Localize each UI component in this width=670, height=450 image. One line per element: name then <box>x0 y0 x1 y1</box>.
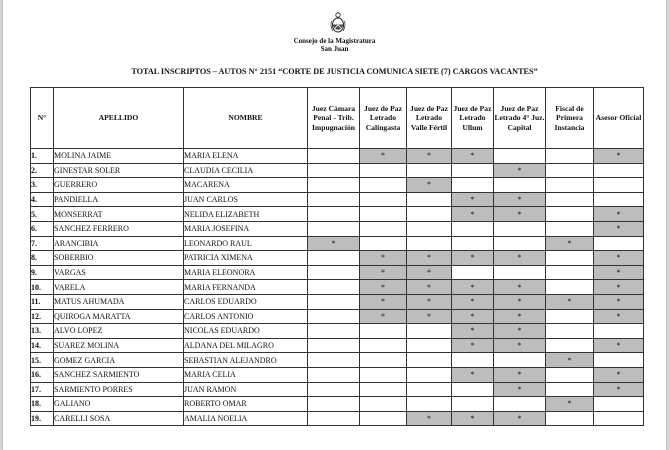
nombre-cell: LEONARDO RAUL <box>184 236 308 251</box>
registration-mark: * <box>494 338 546 353</box>
empty-cell <box>308 367 360 382</box>
apellido-cell: ARANCIBIA <box>54 236 184 251</box>
empty-cell <box>308 178 360 193</box>
row-number: 17. <box>31 382 54 397</box>
nombre-cell: NELIDA ELIZABETH <box>184 207 308 222</box>
apellido-cell: GALIANO <box>54 397 184 412</box>
registration-mark: * <box>594 338 644 353</box>
row-number: 10. <box>31 280 54 295</box>
apellido-cell: GOMEZ GARCIA <box>54 353 184 368</box>
empty-cell <box>308 338 360 353</box>
nombre-cell: CLAUDIA CECILIA <box>184 163 308 178</box>
registration-mark: * <box>407 149 452 164</box>
table-row <box>31 309 644 324</box>
table-body <box>31 149 644 426</box>
nombre-cell: PATRICIA XIMENA <box>184 251 308 266</box>
apellido-cell: SARMIENTO PORRES <box>54 382 184 397</box>
column-header-juez-camara-penal: Juez Cámara Penal - Trib. Impugnación <box>308 88 360 149</box>
empty-cell <box>494 397 546 412</box>
empty-cell <box>407 353 452 368</box>
empty-cell <box>360 338 407 353</box>
table-row <box>31 236 644 251</box>
document-page <box>3 0 666 450</box>
empty-cell <box>452 163 494 178</box>
empty-cell <box>594 324 644 339</box>
empty-cell <box>360 207 407 222</box>
empty-cell <box>308 221 360 236</box>
registration-mark: * <box>407 294 452 309</box>
empty-cell <box>308 382 360 397</box>
empty-cell <box>308 192 360 207</box>
empty-cell <box>360 163 407 178</box>
row-number: 4. <box>31 192 54 207</box>
empty-cell <box>546 251 594 266</box>
nombre-cell: MARIA JOSEFINA <box>184 221 308 236</box>
empty-cell <box>546 309 594 324</box>
table-row <box>31 280 644 295</box>
table-row <box>31 149 644 164</box>
empty-cell <box>546 207 594 222</box>
document-title: TOTAL INSCRIPTOS – AUTOS N° 2151 “CORTE DE JUSTICIA COMUNICA SIETE (7) CARGOS VACANTES” <box>131 67 538 76</box>
empty-cell <box>360 221 407 236</box>
registration-mark: * <box>494 411 546 426</box>
registration-mark: * <box>494 294 546 309</box>
nombre-cell: NICOLAS EDUARDO <box>184 324 308 339</box>
empty-cell <box>594 411 644 426</box>
table-row <box>31 178 644 193</box>
institution-location: San Juan <box>320 45 349 53</box>
empty-cell <box>452 236 494 251</box>
empty-cell <box>546 149 594 164</box>
empty-cell <box>546 338 594 353</box>
row-number: 8. <box>31 251 54 266</box>
row-number: 6. <box>31 221 54 236</box>
registrants-table <box>30 87 644 426</box>
empty-cell <box>546 324 594 339</box>
column-header-nombre: NOMBRE <box>184 88 308 149</box>
table-row <box>31 163 644 178</box>
apellido-cell: SANCHEZ FERRERO <box>54 221 184 236</box>
column-header-number: N° <box>31 88 54 149</box>
column-header-apellido: APELLIDO <box>54 88 184 149</box>
table-header-row <box>31 88 644 149</box>
nombre-cell: MARIA ELENA <box>184 149 308 164</box>
empty-cell <box>494 353 546 368</box>
apellido-cell: PANDIELLA <box>54 192 184 207</box>
registration-mark: * <box>452 411 494 426</box>
registration-mark: * <box>407 251 452 266</box>
nombre-cell: SEBASTIAN ALEJANDRO <box>184 353 308 368</box>
apellido-cell: GUERRERO <box>54 178 184 193</box>
nombre-cell: AMALIA NOELIA <box>184 411 308 426</box>
row-number: 15. <box>31 353 54 368</box>
empty-cell <box>546 367 594 382</box>
registration-mark: * <box>407 309 452 324</box>
registration-mark: * <box>594 309 644 324</box>
row-number: 7. <box>31 236 54 251</box>
table-row <box>31 382 644 397</box>
registration-mark: * <box>594 382 644 397</box>
apellido-cell: SOBERBIO <box>54 251 184 266</box>
empty-cell <box>452 397 494 412</box>
nombre-cell: MARIA FERNANDA <box>184 280 308 295</box>
empty-cell <box>308 280 360 295</box>
row-number: 19. <box>31 411 54 426</box>
apellido-cell: SUAREZ MOLINA <box>54 338 184 353</box>
registration-mark: * <box>360 309 407 324</box>
nombre-cell: MACARENA <box>184 178 308 193</box>
empty-cell <box>546 382 594 397</box>
registration-mark: * <box>360 251 407 266</box>
empty-cell <box>360 192 407 207</box>
empty-cell <box>594 397 644 412</box>
registration-mark: * <box>594 265 644 280</box>
empty-cell <box>360 324 407 339</box>
registration-mark: * <box>594 294 644 309</box>
registration-mark: * <box>360 265 407 280</box>
registration-mark: * <box>452 207 494 222</box>
registration-mark: * <box>452 280 494 295</box>
registration-mark: * <box>308 236 360 251</box>
apellido-cell: CARELLI SOSA <box>54 411 184 426</box>
empty-cell <box>360 397 407 412</box>
table-row <box>31 294 644 309</box>
row-number: 12. <box>31 309 54 324</box>
empty-cell <box>407 221 452 236</box>
nombre-cell: CARLOS EDUARDO <box>184 294 308 309</box>
empty-cell <box>308 411 360 426</box>
registration-mark: * <box>452 294 494 309</box>
registration-mark: * <box>594 207 644 222</box>
column-header-paz-calingasta: Juez de Paz Letrado Calingasta <box>360 88 407 149</box>
registration-mark: * <box>546 236 594 251</box>
apellido-cell: GINESTAR SOLER <box>54 163 184 178</box>
empty-cell <box>360 178 407 193</box>
registration-mark: * <box>494 382 546 397</box>
table-row <box>31 207 644 222</box>
row-number: 9. <box>31 265 54 280</box>
empty-cell <box>594 192 644 207</box>
registration-mark: * <box>452 251 494 266</box>
row-number: 13. <box>31 324 54 339</box>
empty-cell <box>407 338 452 353</box>
row-number: 18. <box>31 397 54 412</box>
empty-cell <box>452 221 494 236</box>
row-number: 2. <box>31 163 54 178</box>
column-header-fiscal: Fiscal de Primera Instancia <box>546 88 594 149</box>
empty-cell <box>494 236 546 251</box>
registration-mark: * <box>494 163 546 178</box>
registration-mark: * <box>494 367 546 382</box>
table-row <box>31 221 644 236</box>
registration-mark: * <box>360 294 407 309</box>
apellido-cell: VARELA <box>54 280 184 295</box>
registration-mark: * <box>407 280 452 295</box>
empty-cell <box>360 367 407 382</box>
nombre-cell: ALDANA DEL MILAGRO <box>184 338 308 353</box>
empty-cell <box>360 382 407 397</box>
registration-mark: * <box>452 367 494 382</box>
empty-cell <box>594 353 644 368</box>
registration-mark: * <box>594 251 644 266</box>
registration-mark: * <box>594 367 644 382</box>
apellido-cell: SANCHEZ SARMIENTO <box>54 367 184 382</box>
row-number: 11. <box>31 294 54 309</box>
nombre-cell: MARIA ELEONORA <box>184 265 308 280</box>
nombre-cell: JUAN CARLOS <box>184 192 308 207</box>
table-row <box>31 397 644 412</box>
apellido-cell: MOLINA JAIME <box>54 149 184 164</box>
empty-cell <box>546 265 594 280</box>
registration-mark: * <box>494 280 546 295</box>
empty-cell <box>407 397 452 412</box>
empty-cell <box>546 192 594 207</box>
empty-cell <box>407 382 452 397</box>
empty-cell <box>594 178 644 193</box>
empty-cell <box>407 163 452 178</box>
nombre-cell: ROBERTO OMAR <box>184 397 308 412</box>
row-number: 5. <box>31 207 54 222</box>
registration-mark: * <box>360 149 407 164</box>
registration-mark: * <box>407 411 452 426</box>
row-number: 3. <box>31 178 54 193</box>
table-row <box>31 192 644 207</box>
registration-mark: * <box>494 309 546 324</box>
registration-mark: * <box>407 178 452 193</box>
empty-cell <box>360 236 407 251</box>
registration-mark: * <box>494 192 546 207</box>
registration-mark: * <box>407 265 452 280</box>
apellido-cell: QUIROGA MARATTA <box>54 309 184 324</box>
empty-cell <box>594 163 644 178</box>
row-number: 16. <box>31 367 54 382</box>
empty-cell <box>546 411 594 426</box>
registration-mark: * <box>594 221 644 236</box>
empty-cell <box>452 178 494 193</box>
apellido-cell: MATUS AHUMADA <box>54 294 184 309</box>
row-number: 14. <box>31 338 54 353</box>
column-header-paz-capital: Juez de Paz Letrado 4° Juz. Capital <box>494 88 546 149</box>
table-row <box>31 338 644 353</box>
column-header-asesor: Asesor Oficial <box>594 88 644 149</box>
registration-mark: * <box>594 280 644 295</box>
empty-cell <box>308 265 360 280</box>
registration-mark: * <box>452 309 494 324</box>
nombre-cell: CARLOS ANTONIO <box>184 309 308 324</box>
empty-cell <box>452 265 494 280</box>
coat-of-arms-icon <box>330 12 346 34</box>
registration-mark: * <box>494 324 546 339</box>
empty-cell <box>308 207 360 222</box>
column-header-paz-valle-fertil: Juez de Paz Letrado Valle Fértil <box>407 88 452 149</box>
empty-cell <box>407 324 452 339</box>
empty-cell <box>360 353 407 368</box>
table-row <box>31 367 644 382</box>
empty-cell <box>308 251 360 266</box>
registration-mark: * <box>452 338 494 353</box>
empty-cell <box>308 163 360 178</box>
registration-mark: * <box>494 207 546 222</box>
table-row <box>31 411 644 426</box>
empty-cell <box>452 353 494 368</box>
table-row <box>31 324 644 339</box>
empty-cell <box>407 207 452 222</box>
apellido-cell: ALVO LOPEZ <box>54 324 184 339</box>
empty-cell <box>546 221 594 236</box>
empty-cell <box>407 236 452 251</box>
registration-mark: * <box>452 192 494 207</box>
institution-name: Consejo de la Magistratura <box>293 37 376 45</box>
registration-mark: * <box>494 251 546 266</box>
empty-cell <box>308 397 360 412</box>
empty-cell <box>494 221 546 236</box>
table-row <box>31 353 644 368</box>
registration-mark: * <box>546 294 594 309</box>
table-row <box>31 265 644 280</box>
registration-mark: * <box>546 353 594 368</box>
empty-cell <box>494 178 546 193</box>
registration-mark: * <box>594 149 644 164</box>
empty-cell <box>546 178 594 193</box>
registration-mark: * <box>546 397 594 412</box>
nombre-cell: MARIA CELIA <box>184 367 308 382</box>
registration-mark: * <box>360 280 407 295</box>
empty-cell <box>360 411 407 426</box>
empty-cell <box>494 149 546 164</box>
empty-cell <box>407 367 452 382</box>
nombre-cell: JUAN RAMON <box>184 382 308 397</box>
registration-mark: * <box>452 149 494 164</box>
empty-cell <box>546 280 594 295</box>
table-row <box>31 251 644 266</box>
empty-cell <box>452 382 494 397</box>
empty-cell <box>308 149 360 164</box>
empty-cell <box>594 236 644 251</box>
empty-cell <box>308 294 360 309</box>
registration-mark: * <box>452 324 494 339</box>
empty-cell <box>308 309 360 324</box>
column-header-paz-ullum: Juez de Paz Letrado Ullum <box>452 88 494 149</box>
empty-cell <box>546 163 594 178</box>
apellido-cell: MONSERRAT <box>54 207 184 222</box>
empty-cell <box>308 353 360 368</box>
empty-cell <box>494 265 546 280</box>
apellido-cell: VARGAS <box>54 265 184 280</box>
row-number: 1. <box>31 149 54 164</box>
empty-cell <box>407 192 452 207</box>
empty-cell <box>308 324 360 339</box>
